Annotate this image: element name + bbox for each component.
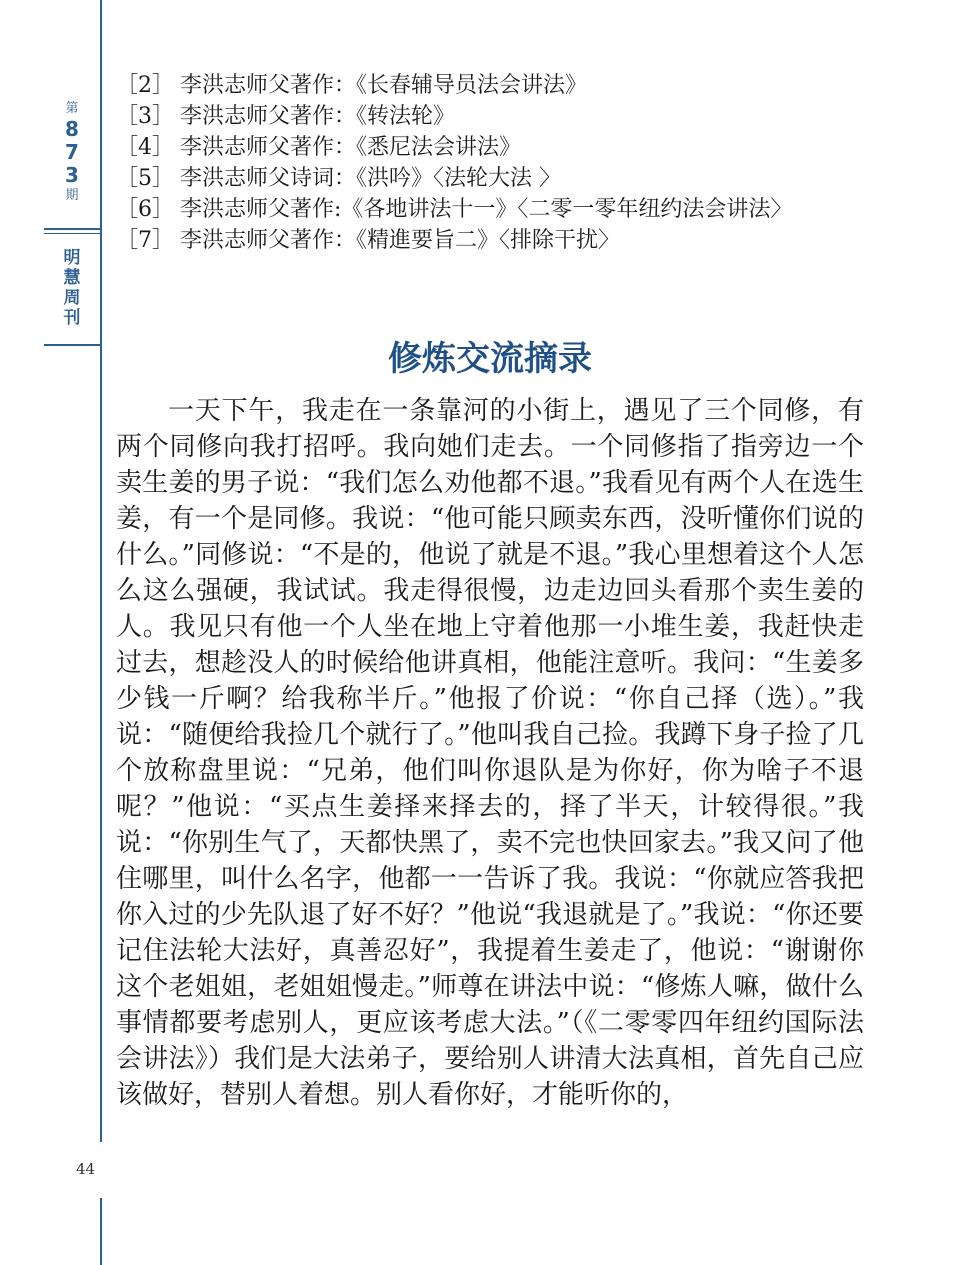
reference-text: 李洪志师父著作:《各地讲法十一》〈二零一零年纽约法会讲法〉 [180,197,793,222]
reference-number: ［5］ [116,166,174,191]
reference-item [116,70,876,101]
reference-number: ［3］ [116,104,174,129]
reference-text: 李洪志师父著作：《长春辅导员法会讲法》 [180,73,588,98]
brand-char: 明 [63,248,81,268]
sidebar-divider [44,228,100,230]
issue-number [44,100,100,205]
reference-text: 李洪志师父著作：《悉尼法会讲法》 [180,135,522,160]
reference-number: ［7］ [116,228,174,253]
issue-digit: 8 [65,117,79,141]
issue-suffix: 期 [65,188,79,203]
issue-prefix: 第 [65,101,79,116]
issue-digit: 3 [65,163,79,187]
reference-item [116,132,876,163]
brand-char: 刊 [63,308,81,328]
reference-text: 李洪志师父著作：《精進要旨二》〈排除干扰〉 [180,228,621,253]
sidebar-divider [44,233,100,234]
reference-number: ［2］ [116,73,174,98]
article-body: 一天下午，我走在一条靠河的小街上，遇见了三个同修，有两个同修向我打招呼。我向她们走去。一个同修指了指旁边一个卖生姜的男子说：“我们怎么劝他都不退。”我看见有两个人在选生姜，有一个是同修。我说：“他可能只顾卖东西，没听懂你们说的什么。”同修说：“不是的，他说了就是不退。”我心里想着这个人怎么这么强硬，我试试。我走得很慢，边走边回头看那个卖生姜的人。我见只有他一个人坐在地上守着他那一小堆生姜，我赶快走过去，想趁没人的时候给他讲真相，他能注意听。我问：“生姜多少钱一斤啊？给我称半斤。”他报了价说：“你自己择（选）。”我说：“随便给我捡几个就行了。”他叫我自己捡。我蹲下身子捡了几个放称盘里说：“兄弟，他们叫你退队是为你好，你为啥子不退呢？”他说：“买点生姜择来择去的，择了半天，计较得很。”我说：“你别生气了，天都快黑了，卖不完也快回家去。”我又问了他住哪里，叫什么名字，他都一一告诉了我。我说：“你就应答我把你入过的少先队退了好不好？”他说“我退就是了。”我说：“你还要记住法轮大法好，真善忍好”，我提着生姜走了，他说：“谢谢你这个老姐姐，老姐姐慢走。”师尊在讲法中说：“修炼人嘛，做什么事情都要考虑别人，更应该考虑大法。”（《二零零四年纽约国际法会讲法》）我们是大法弟子，要给别人讲清大法真相，首先自己应该做好，替别人着想。别人看你好，才能听你的， [116,396,864,1110]
article-title: 修炼交流摘录 [388,339,592,379]
references-list [116,70,876,256]
margin-rule [100,0,102,1265]
sidebar-divider [44,344,100,346]
reference-item [116,101,876,132]
reference-text: 李洪志师父诗词：《洪吟》〈法轮大法 〉 [180,166,561,191]
reference-number: ［4］ [116,135,174,160]
reference-item [116,163,876,194]
reference-number: ［6］ [116,197,174,222]
reference-item [116,225,876,256]
page-number: 44 [76,1160,96,1178]
brand-char: 慧 [63,268,81,288]
reference-text: 李洪志师父著作：《转法轮》 [180,104,456,129]
reference-item [116,194,876,225]
publication-brand [44,248,100,328]
issue-digit: 7 [65,140,79,164]
brand-char: 周 [63,288,81,308]
